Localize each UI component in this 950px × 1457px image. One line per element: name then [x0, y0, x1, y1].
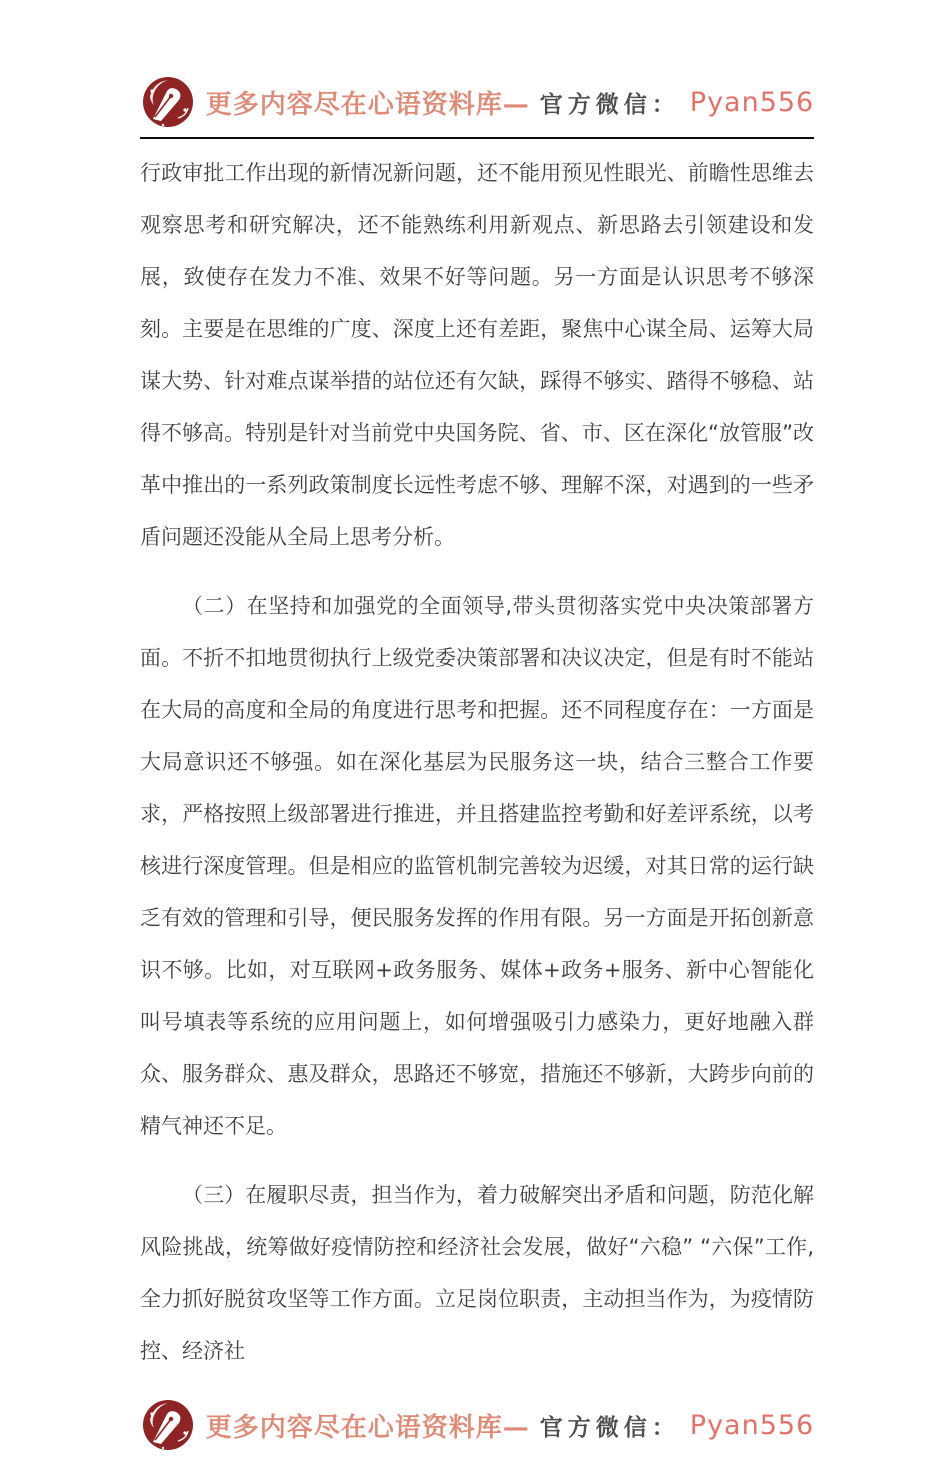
footer-watermark	[140, 1395, 814, 1455]
header-watermark	[140, 72, 814, 132]
header-divider	[140, 137, 814, 139]
paragraph-continuation: 行政审批工作出现的新情况新问题，还不能用预见性眼光、前瞻性思维去观察思考和研究解决，还不能熟练利用新观点、新思路去引领建设和发展，致使存在发力不准、效果不好等问题。另一方面是认识思考不够深刻。主要是在思维的广度、深度上还有差距，聚焦中心谋全局、运筹大局谋大势、针对难点谋举措的站位还有欠缺，踩得不够实、踏得不够稳、站得不够高。特别是针对当前党中央国务院、省、市、区在深化“放管服”改革中推出的一系列政策制度长远性考虑不够、理解不深，对遇到的一些矛盾问题还没能从全局上思考分析。	[140, 161, 814, 549]
paragraph-section-2: （二）在坚持和加强党的全面领导,带头贯彻落实党中央决策部署方面。不折不扣地贯彻执行上级党委决策部署和决议决定，但是有时不能站在大局的高度和全局的角度进行思考和把握。还不同程度存在：一方面是大局意识还不够强。如在深化基层为民服务这一块，结合三整合工作要求，严格按照上级部署进行推进，并且搭建监控考勤和好差评系统，以考核进行深度管理。但是相应的监管机制完善较为迟缓，对其日常的运行缺乏有效的管理和引导，便民服务发挥的作用有限。另一方面是开拓创新意识不够。比如，对互联网+政务服务、媒体+政务+服务、新中心智能化叫号填表等系统的应用问题上，如何增强吸引力感染力，更好地融入群众、服务群众、惠及群众，思路还不够宽，措施还不够新，大跨步向前的精气神还不足。	[140, 594, 814, 1138]
wechat-label: 官方微信：	[539, 1413, 680, 1441]
paragraph-section-3: （三）在履职尽责，担当作为，着力破解突出矛盾和问题，防范化解风险挑战，统筹做好疫情防控和经济社会发展，做好“六稳” “六保”工作,全力抓好脱贫攻坚等工作方面。立足岗位职责，主动担当作为，为疫情防控、经济社	[140, 1183, 814, 1363]
wechat-id: Pyan556	[689, 1409, 815, 1441]
brand-text: 更多内容尽在心语资料库—	[205, 89, 530, 120]
document-body	[140, 147, 814, 1377]
pen-nib-logo-icon	[140, 1397, 196, 1453]
pen-nib-logo-icon	[140, 74, 196, 130]
brand-text: 更多内容尽在心语资料库—	[205, 1412, 530, 1443]
wechat-label: 官方微信：	[539, 90, 680, 118]
wechat-id: Pyan556	[689, 86, 815, 118]
